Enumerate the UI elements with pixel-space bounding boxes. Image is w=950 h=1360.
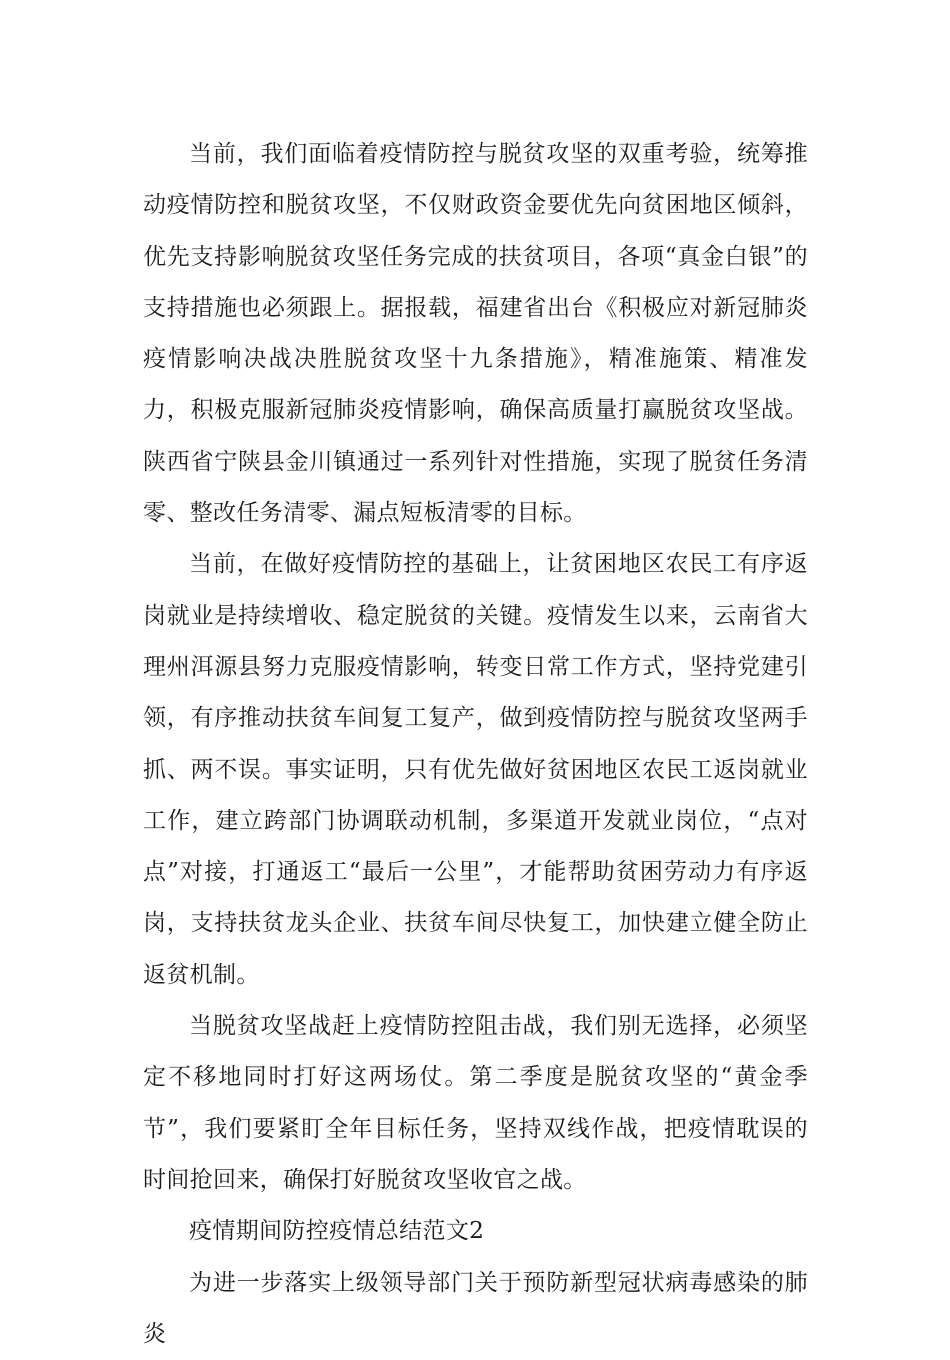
paragraph-4: 为进一步落实上级领导部门关于预防新型冠状病毒感染的肺炎 <box>143 1269 808 1347</box>
section-heading: 疫情期间防控疫情总结范文2 <box>189 1218 485 1245</box>
document-body <box>143 129 808 1360</box>
paragraph-1: 当前，我们面临着疫情防控与脱贫攻坚的双重考验，统筹推动疫情防控和脱贫攻坚，不仅财政资金要优先向贫困地区倾斜，优先支持影响脱贫攻坚任务完成的扶贫项目，各项“真金白银”的支持措施也必须跟上。据报载，福建省出台《积极应对新冠肺炎疫情影响决战决胜脱贫攻坚十九条措施》，精准施策、精准发力，积极克服新冠肺炎疫情影响，确保高质量打赢脱贫攻坚战。陕西省宁陕县金川镇通过一系列针对性措施，实现了脱贫任务清零、整改任务清零、漏点短板清零的目标。 <box>143 141 808 527</box>
paragraph-3: 当脱贫攻坚战赶上疫情防控阻击战，我们别无选择，必须坚定不移地同时打好这两场仗。第二季度是脱贫攻坚的“黄金季节”，我们要紧盯全年目标任务，坚持双线作战，把疫情耽误的时间抢回来，确保打好脱贫攻坚收官之战。 <box>143 1013 808 1193</box>
paragraph-2: 当前，在做好疫情防控的基础上，让贫困地区农民工有序返岗就业是持续增收、稳定脱贫的关键。疫情发生以来，云南省大理州洱源县努力克服疫情影响，转变日常工作方式，坚持党建引领，有序推动扶贫车间复工复产，做到疫情防控与脱贫攻坚两手抓、两不误。事实证明，只有优先做好贫困地区农民工返岗就业工作，建立跨部门协调联动机制，多渠道开发就业岗位，“点对点”对接，打通返工“最后一公里”，才能帮助贫困劳动力有序返岗，支持扶贫龙头企业、扶贫车间尽快复工，加快建立健全防止返贫机制。 <box>143 551 808 988</box>
